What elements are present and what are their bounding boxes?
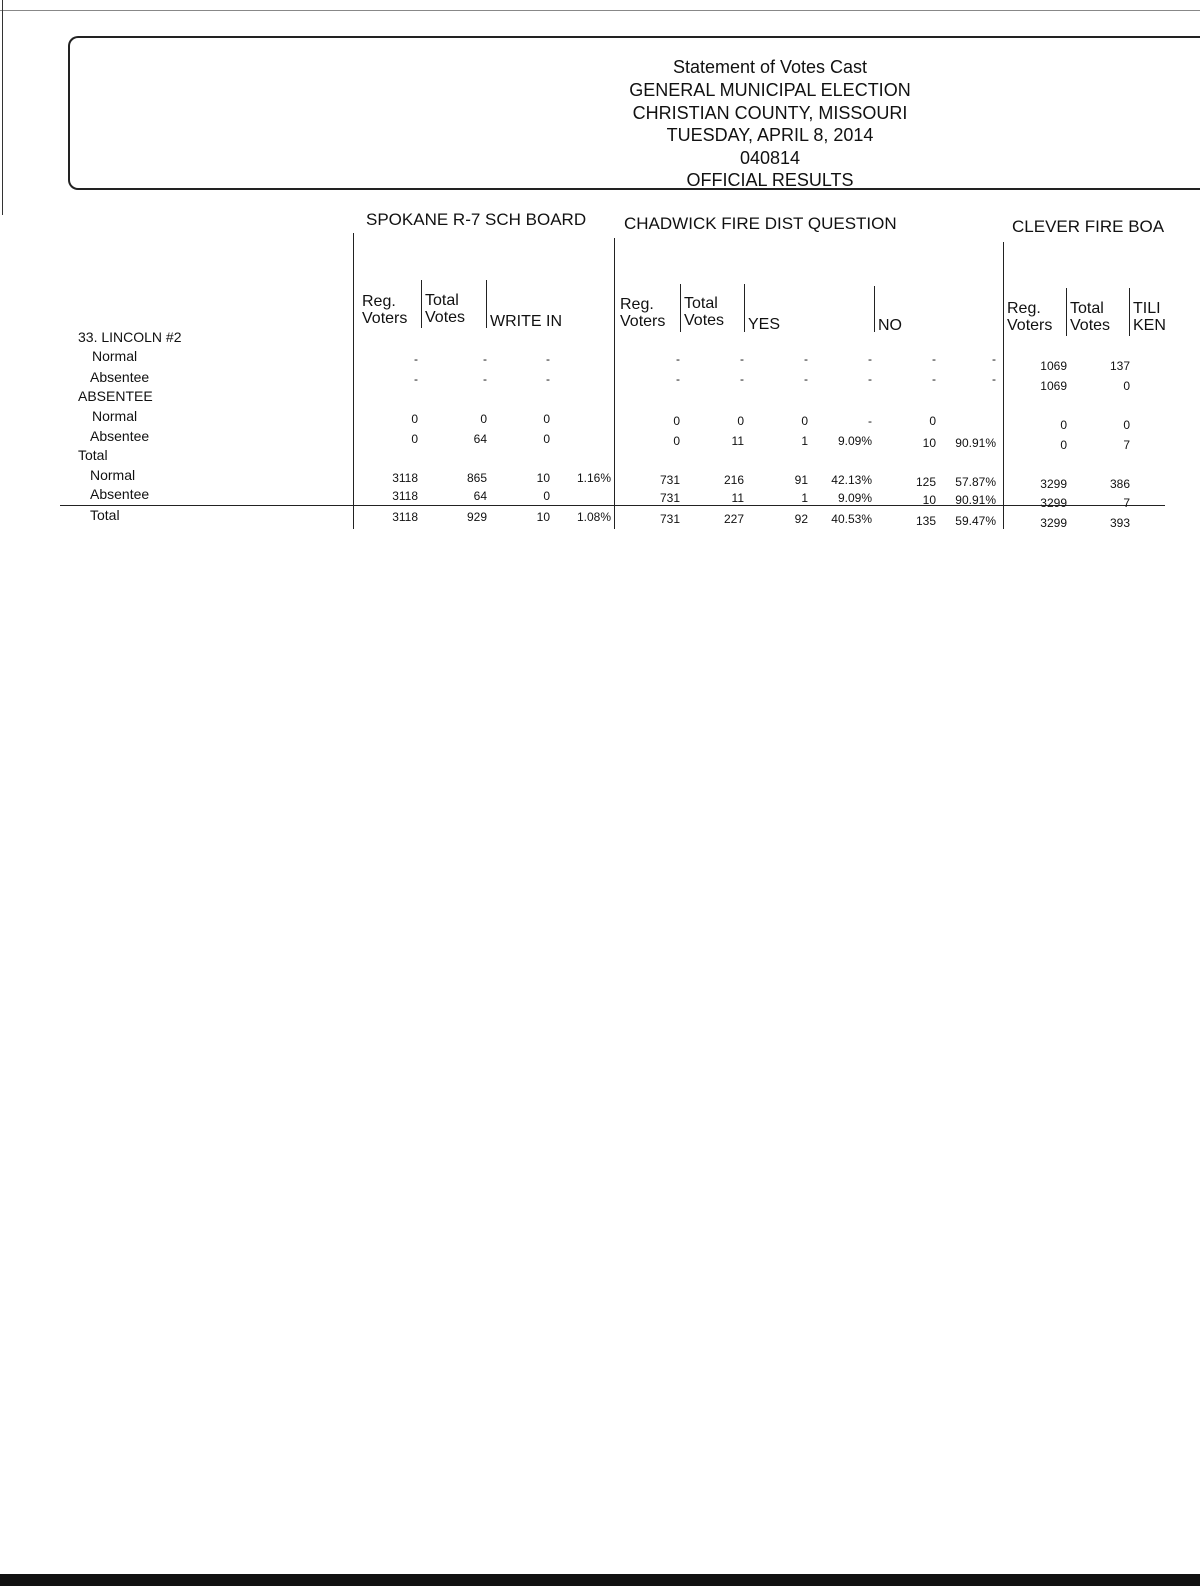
divider-clever	[1003, 242, 1004, 529]
cell: 11	[731, 434, 744, 448]
cell: 1	[801, 491, 808, 505]
cell: 40.53%	[831, 512, 872, 526]
cell: 3118	[392, 489, 418, 503]
hdr-yes: YES	[748, 316, 781, 333]
cell: 9.09%	[837, 491, 872, 505]
cell: -	[676, 352, 680, 366]
cell: -	[992, 352, 996, 366]
cell: -	[740, 352, 744, 366]
cell: 3118	[392, 510, 418, 524]
hdr-total-votes-3: Total Votes	[1070, 300, 1111, 334]
cell: 731	[659, 512, 680, 526]
row-label-normal: Normal	[92, 408, 138, 424]
contest-chadwick: CHADWICK FIRE DIST QUESTION	[624, 214, 897, 233]
cell: 3299	[1040, 477, 1067, 491]
cell: -	[992, 372, 996, 386]
title-line-3: CHRISTIAN COUNTY, MISSOURI	[632, 103, 908, 123]
cell: 1069	[1040, 359, 1067, 373]
row-label-grand-total: Total	[90, 507, 120, 523]
cell: -	[868, 352, 872, 366]
cell: 0	[673, 414, 680, 428]
hdr-sep	[1129, 288, 1130, 336]
cell: 10	[922, 436, 936, 450]
hdr-reg-voters-3: Reg. Voters	[1007, 300, 1053, 334]
cell: -	[740, 372, 744, 386]
cell: 7	[1123, 496, 1130, 510]
divider-spokane	[353, 233, 354, 529]
cell: 0	[1060, 438, 1067, 452]
cell: 0	[411, 432, 418, 446]
group-label-total: Total	[78, 447, 108, 463]
cell: 10	[536, 471, 550, 485]
cell: 0	[543, 432, 550, 446]
cell: 393	[1109, 516, 1130, 530]
cell: 135	[915, 514, 936, 528]
hdr-sep	[486, 280, 487, 328]
cell: 1069	[1040, 379, 1067, 393]
cell: 125	[915, 475, 936, 489]
cell: 1.16%	[576, 471, 611, 485]
cell: 92	[794, 512, 808, 526]
cell: -	[868, 372, 872, 386]
cell: 1	[801, 434, 808, 448]
cell: 64	[473, 489, 487, 503]
cell: -	[483, 352, 487, 366]
row-label-normal: Normal	[92, 348, 138, 364]
cell: 59.47%	[955, 514, 996, 528]
hdr-sep	[1066, 288, 1067, 336]
title-line-2: GENERAL MUNICIPAL ELECTION	[629, 80, 911, 100]
cell: -	[414, 372, 418, 386]
cell: 0	[673, 434, 680, 448]
cell: 0	[1123, 379, 1130, 393]
cell: 1.08%	[576, 510, 611, 524]
cell: 0	[929, 414, 936, 428]
total-separator-line	[60, 505, 1165, 506]
cell: 3118	[392, 471, 418, 485]
cell: 10	[536, 510, 550, 524]
precinct-label: 33. LINCOLN #2	[78, 329, 182, 345]
cell: 9.09%	[837, 434, 872, 448]
contest-clever: CLEVER FIRE BOA	[1012, 217, 1165, 236]
cell: -	[804, 372, 808, 386]
hdr-reg-voters-2: Reg. Voters	[620, 296, 666, 330]
cell: -	[804, 352, 808, 366]
title-line-6: OFFICIAL RESULTS	[686, 170, 854, 190]
cell: 7	[1123, 438, 1130, 452]
cell: 0	[543, 412, 550, 426]
cell: -	[932, 372, 936, 386]
page-left-edge	[2, 0, 3, 215]
cell: -	[483, 372, 487, 386]
cell: 90.91%	[955, 436, 996, 450]
cell: 731	[659, 491, 680, 505]
cell: 3299	[1040, 496, 1067, 510]
cell: 11	[731, 491, 744, 505]
cell: -	[414, 352, 418, 366]
hdr-tili-ken: TILI KEN	[1133, 300, 1166, 334]
cell: 929	[466, 510, 487, 524]
contest-spokane: SPOKANE R-7 SCH BOARD	[366, 210, 587, 229]
cell: 731	[659, 473, 680, 487]
cell: 0	[480, 412, 487, 426]
hdr-total-votes-2: Total Votes	[684, 295, 725, 329]
title-line-1: Statement of Votes Cast	[672, 57, 868, 77]
row-label-absentee: Absentee	[90, 428, 150, 444]
cell: 865	[466, 471, 487, 485]
cell: 386	[1109, 477, 1130, 491]
cell: 0	[1060, 418, 1067, 432]
cell: 90.91%	[955, 493, 996, 507]
cell: -	[932, 352, 936, 366]
group-label-absentee: ABSENTEE	[78, 388, 153, 404]
hdr-reg-voters-1: Reg. Voters	[362, 293, 408, 327]
cell: 91	[794, 473, 808, 487]
hdr-sep	[680, 284, 681, 332]
row-label-normal: Normal	[90, 467, 136, 483]
hdr-no: NO	[878, 317, 902, 334]
cell: 42.13%	[831, 473, 872, 487]
cell: -	[546, 372, 550, 386]
cell: -	[676, 372, 680, 386]
hdr-sep	[744, 284, 745, 332]
hdr-sep	[421, 280, 422, 328]
page-top-rule	[0, 10, 1200, 11]
cell: 137	[1109, 359, 1130, 373]
cell: -	[546, 352, 550, 366]
row-label-absentee: Absentee	[90, 369, 150, 385]
row-label-absentee: Absentee	[90, 486, 150, 502]
cell: 216	[723, 473, 744, 487]
cell: 0	[543, 489, 550, 503]
hdr-write-in: WRITE IN	[490, 313, 562, 330]
hdr-total-votes-1: Total Votes	[425, 292, 466, 326]
cell: -	[868, 414, 872, 428]
title-line-4: TUESDAY, APRIL 8, 2014	[666, 125, 874, 145]
cell: 10	[922, 493, 936, 507]
cell: 64	[473, 432, 487, 446]
title-line-5: 040814	[739, 148, 801, 168]
cell: 57.87%	[955, 475, 996, 489]
cell: 0	[411, 412, 418, 426]
hdr-sep	[874, 286, 875, 332]
cell: 3299	[1040, 516, 1067, 530]
scan-bottom-edge	[0, 1574, 1200, 1586]
divider-chadwick	[614, 238, 615, 529]
cell: 0	[1123, 418, 1130, 432]
cell: 0	[737, 414, 744, 428]
cell: 227	[723, 512, 744, 526]
cell: 0	[801, 414, 808, 428]
